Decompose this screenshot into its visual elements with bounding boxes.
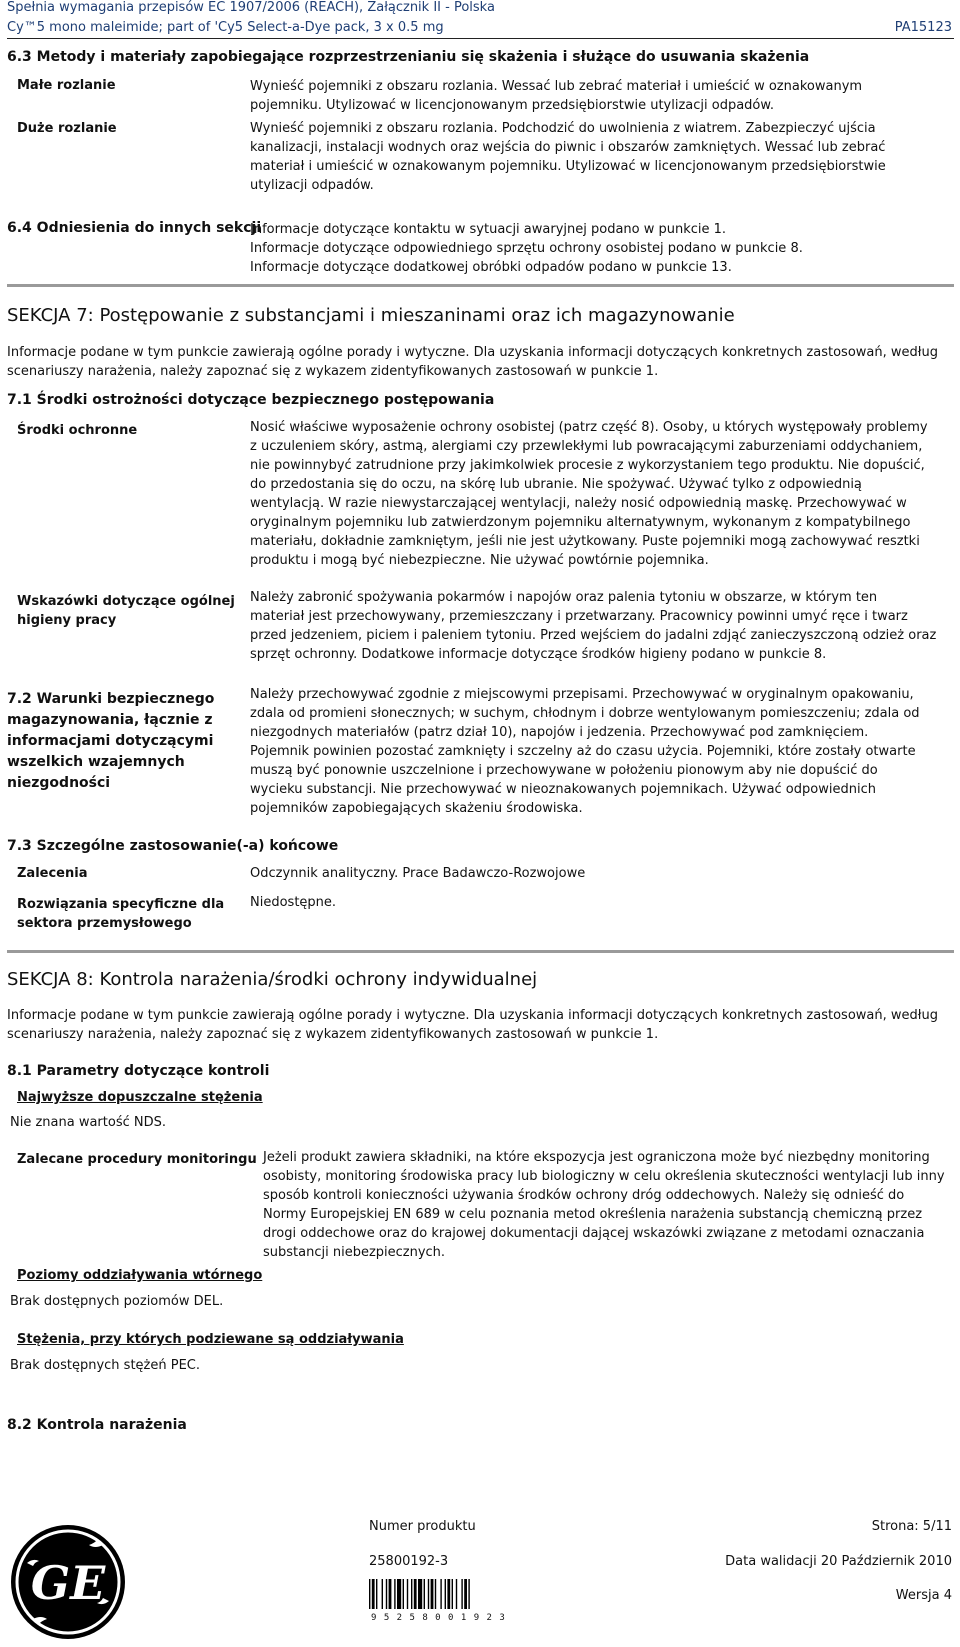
barcode-bar <box>440 1579 441 1609</box>
storage-text: Należy przechowywać zgodnie z miejscowymi przepisami. Przechowywać w oryginalnym opakowaniu, zdala od promieni słonecznych; w suchym, chłodnym i dobrze wentylowanym pomieszczeniu; zdala od niezgodnych materiałów (patrz dział 10), napojów i jedzenia. Przechowywać pod zamknięciem. Pojemnik powinien pozostać zamknięty i szczelny aż do czasu użycia. Pojemniki, które zostały otwarte muszą być ponownie uszczelnione i przechowywane w położeniu pionowym aby nie dopuścić do wycieku substancji. Nie przechowywać w nieoznakowanych pojemnikach. Używać odpowiednich pojemników zapobiegających skażeniu środowiska. <box>250 687 920 816</box>
section-rule <box>7 950 954 953</box>
recommendations-label: Zalecenia <box>17 866 88 881</box>
barcode-bar <box>447 1579 450 1609</box>
barcode-bar <box>435 1579 436 1609</box>
page-number: Strona: 5/11 <box>871 1519 952 1534</box>
barcode-bar <box>397 1579 401 1609</box>
barcode-bar <box>445 1579 446 1609</box>
barcode-bar <box>424 1579 425 1609</box>
barcode-bar <box>407 1579 408 1609</box>
pec-label: Stężenia, przy których podziewane są oddziaływania <box>17 1332 404 1347</box>
ge-logo <box>9 1523 127 1641</box>
large-spill-label: Duże rozlanie <box>17 121 117 136</box>
product-number: 25800192-3 <box>369 1554 449 1569</box>
protective-text: Nosić właściwe wyposażenie ochrony osobistej (patrz część 8). Osoby, u których występowały problemy z uczuleniem skóry, astmą, alergiami czy przewlekłymi lub powracającymi zaburzeniami oddychaniem, nie powinnybyć zatrudnione przy jakimkolwiek procesie z wykorzystaniem tego produktu. Nie dopuścić, do przedostania się do oczu, na skórę lub ubranie. Nie spożywać. Używać tylko z odpowiednią wentylacją. W razie niewystarczającej wentylacji, należy nosić odpowiednią maskę. Przechowywać w oryginalnym pojemniku lub zatwierdzonym pojemniku alternatywnym, wykonanym z kompatybilnego materiału, dokładnie zamkniętym, jeśli nie jest użytkowany. Puste pojemniki mogą zachowywać resztki produktu i mogą być niebezpieczne. Nie używać powtórnie pojemnika. <box>250 420 928 568</box>
validation-date: Data walidacji 20 Październik 2010 <box>725 1554 952 1569</box>
header-product: Cy™5 mono maleimide; part of 'Cy5 Select-a-Dye pack, 3 x 0.5 mg <box>7 20 444 35</box>
hygiene-text: Należy zabronić spożywania pokarmów i napojów oraz palenia tytoniu w obszarze, w którym ten materiał jest przechowywany, przemieszczany i przetwarzany. Pracownicy powinni umyć ręce i twarz przed jedzeniem, piciem i paleniem tytoniu. Przed wejściem do jadalni zdjąć zanieczyszczoną odzież oraz sprzęt ochronny. Dodatkowe informacje dotyczące środków higieny podano w punkcie 8. <box>250 590 937 662</box>
barcode-bar <box>428 1579 429 1609</box>
heading-6-4: 6.4 Odniesienia do innych sekcji <box>7 220 262 236</box>
del-text: Brak dostępnych poziomów DEL. <box>10 1294 224 1309</box>
heading-8-1: 8.1 Parametry dotyczące kontroli <box>7 1063 270 1079</box>
barcode-bar <box>414 1579 417 1609</box>
pec-text: Brak dostępnych stężeń PEC. <box>10 1358 200 1373</box>
barcode-bar <box>452 1579 453 1609</box>
sector-text: Niedostępne. <box>250 895 337 910</box>
barcode-bar <box>386 1579 387 1609</box>
section-8-title: SEKCJA 8: Kontrola narażenia/środki ochrony indywidualnej <box>7 969 538 990</box>
barcode-bar <box>403 1579 404 1609</box>
barcode-bar <box>376 1579 377 1609</box>
section-7-intro: Informacje podane w tym punkcie zawierają ogólne porady i wytyczne. Dla uzyskania informacji dotyczących konkretnych zastosowań, według scenariuszy narażenia, należy zapoznać się z wykazem zidentyfikowanych zastosowań w punkcie 1. <box>7 345 938 379</box>
del-label: Poziomy oddziaływania wtórnego <box>17 1268 263 1283</box>
barcode-bar <box>394 1579 395 1609</box>
monitoring-label: Zalecane procedury monitoringu <box>17 1152 257 1167</box>
heading-6-3: 6.3 Metody i materiały zapobiegające rozprzestrzenianiu się skażenia i służące do usuwania skażenia <box>7 49 810 65</box>
barcode-digits: 9 5 2 5 8 0 0 1 9 2 3 <box>371 1613 506 1623</box>
barcode-bar <box>372 1579 375 1609</box>
header-divider <box>7 38 954 39</box>
hygiene-label: Wskazówki dotyczące ogólnej higieny pracy <box>17 594 235 628</box>
heading-8-2: 8.2 Kontrola narażenia <box>7 1417 187 1433</box>
monitoring-text: Jeżeli produkt zawiera składniki, na które ekspozycja jest ograniczona może być niezbędny monitoring osobisty, monitoring środowiska pracy lub biologiczny w celu określenia skuteczności wentylacji lub inny sposób kontroli konieczności używania środków ochrony dróg oddechowych. Należy się odnieść do Normy Europejskiej EN 689 w celu poznania metod określenia narażenia substancją chemiczną przez drogi oddechowe oraz do krajowej dokumentacji dającej wskazówki związane z metodami oznaczania substancji niebezpiecznych. <box>263 1150 945 1260</box>
product-number-label: Numer produktu <box>369 1519 476 1534</box>
barcode <box>369 1579 509 1615</box>
barcode-bar <box>382 1579 383 1609</box>
references-text: Informacje dotyczące kontaktu w sytuacji awaryjnej podano w punkcie 1. Informacje dotyczące odpowiedniego sprzętu ochrony osobistej podano w punkcie 8. Informacje dotyczące dodatkowej obróbki odpadów podano w punkcie 13. <box>250 222 803 275</box>
barcode-bar <box>461 1579 462 1609</box>
heading-7-1: 7.1 Środki ostrożności dotyczące bezpiecznego postępowania <box>7 392 495 408</box>
large-spill-text: Wynieść pojemniki z obszaru rozlania. Podchodzić do uwolnienia z wiatrem. Zabezpieczyć ujścia kanalizacji, instalacji wodnych oraz wejścia do piwnic i obszarów zamkniętych. Wessać lub zebrać materiał i umieścić w oznakowanym pojemniku. Utylizować w licencjonowanym przedsiębiorstwie utylizacji odpadów. <box>250 121 886 193</box>
protective-label: Środki ochronne <box>17 423 138 438</box>
barcode-bar <box>464 1579 467 1609</box>
section-rule <box>7 284 954 287</box>
recommendations-text: Odczynnik analityczny. Prace Badawczo-Rozwojowe <box>250 866 586 881</box>
nds-label: Najwyższe dopuszczalne stężenia <box>17 1090 263 1105</box>
barcode-bar <box>468 1579 469 1609</box>
nds-text: Nie znana wartość NDS. <box>10 1115 166 1130</box>
barcode-bar <box>369 1579 370 1609</box>
barcode-bar <box>418 1579 422 1609</box>
version: Wersja 4 <box>895 1588 952 1603</box>
barcode-bar <box>431 1579 434 1609</box>
section-8-intro: Informacje podane w tym punkcie zawierają ogólne porady i wytyczne. Dla uzyskania informacji dotyczących konkretnych zastosowań, według scenariuszy narażenia, należy zapoznać się z wykazem zidentyfikowanych zastosowań w punkcie 1. <box>7 1008 938 1042</box>
sector-label: Rozwiązania specyficzne dla sektora przemysłowego <box>17 897 225 931</box>
small-spill-text: Wynieść pojemniki z obszaru rozlania. Wessać lub zebrać materiał i umieścić w oznakowanym pojemniku. Utylizować w licencjonowanym przedsiębiorstwie utylizacji odpadów. <box>250 79 863 113</box>
barcode-bar <box>411 1579 412 1609</box>
barcode-bar <box>456 1579 457 1609</box>
heading-7-2: 7.2 Warunki bezpiecznego magazynowania, łącznie z informacjami dotyczącymi wszelkich wzajemnych niezgodności <box>7 691 215 791</box>
section-7-title: SEKCJA 7: Postępowanie z substancjami i mieszaninami oraz ich magazynowanie <box>7 305 735 326</box>
header-code: PA15123 <box>894 20 952 35</box>
barcode-bar <box>389 1579 392 1609</box>
svg-text:GE: GE <box>30 1556 106 1610</box>
header-regulation: Spełnia wymagania przepisów EC 1907/2006 (REACH), Załącznik II - Polska <box>7 0 495 15</box>
heading-7-3: 7.3 Szczególne zastosowanie(-a) końcowe <box>7 838 339 854</box>
small-spill-label: Małe rozlanie <box>17 78 116 93</box>
